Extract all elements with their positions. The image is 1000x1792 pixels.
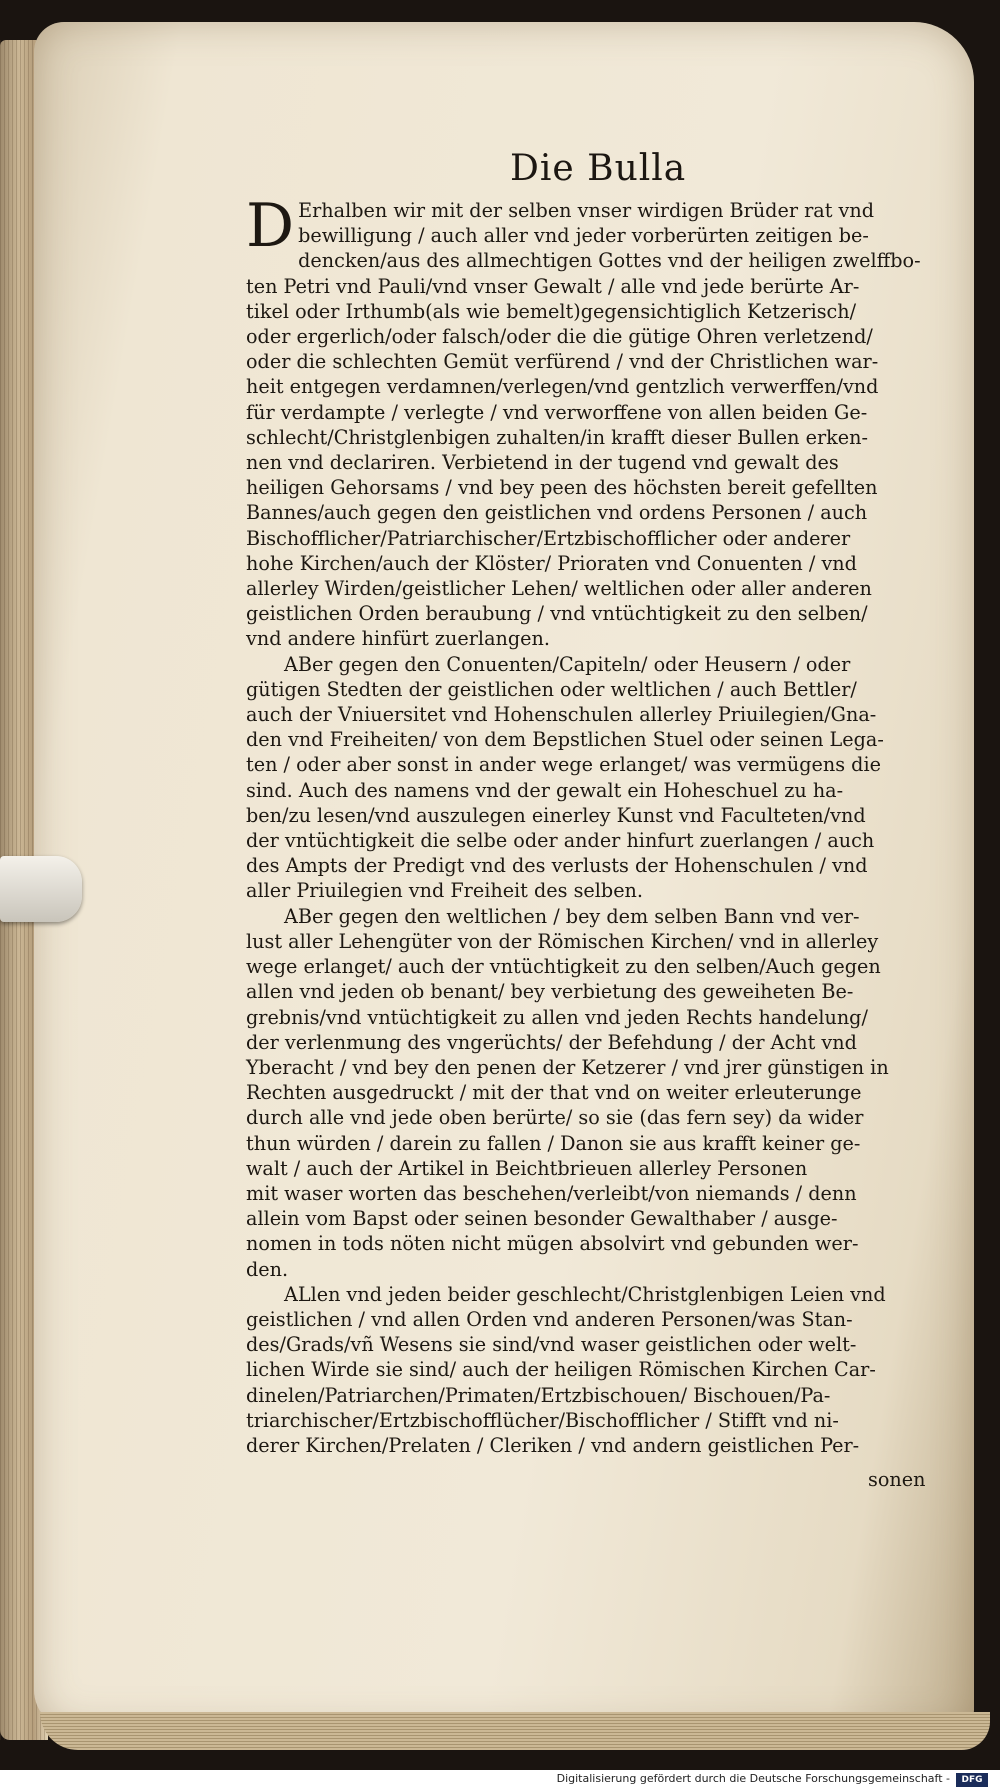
text-line: walt / auch der Artikel in Beichtbrieuen allerley Personen <box>246 1156 808 1180</box>
text-line: derer Kirchen/Prelaten / Cleriken / vnd andern geistlichen Per- <box>246 1433 860 1457</box>
page-header: Die Bulla <box>510 148 687 189</box>
text-line: gütigen Stedten der geistlichen oder weltlichen / auch Bettler/ <box>246 677 857 701</box>
text-line: durch alle vnd jede oben berürte/ so sie (das fern sey) da wider <box>246 1106 864 1130</box>
text-line: des/Grads/vñ Wesens sie sind/vnd waser geistlichen oder welt- <box>246 1333 857 1357</box>
text-line: auch der Vniuersitet vnd Hohenschulen allerley Priuilegien/Gna- <box>246 703 877 727</box>
text-line: heiligen Gehorsams / vnd bey peen des höchsten bereit gefellten <box>246 476 878 500</box>
text-line: ALlen vnd jeden beider geschlecht/Christglenbigen Leien vnd <box>284 1282 886 1306</box>
text-line: dinelen/Patriarchen/Primaten/Ertzbischouen/ Bischouen/Pa- <box>246 1383 831 1407</box>
text-line: ABer gegen den weltlichen / bey dem selben Bann vnd ver- <box>284 904 860 928</box>
text-line: Bischofflicher/Patriarchischer/Ertzbischofflicher oder anderer <box>246 526 851 550</box>
text-line: ben/zu lesen/vnd auszulegen einerley Kunst vnd Faculteten/vnd <box>246 803 866 827</box>
text-line: lust aller Lehengüter von der Römischen Kirchen/ vnd in allerley <box>246 929 879 953</box>
text-line: allen vnd jeden ob benant/ bey verbietung des geweiheten Be- <box>246 980 854 1004</box>
text-line: oder die schlechten Gemüt verfürend / vnd der Christlichen war- <box>246 350 879 374</box>
catchword: sonen <box>868 1468 926 1491</box>
text-line: thun würden / darein zu fallen / Danon sie aus krafft keiner ge- <box>246 1131 861 1155</box>
text-line: den. <box>246 1257 289 1281</box>
text-line: für verdampte / verlegte / vnd verworffene von allen beiden Ge- <box>246 400 868 424</box>
paragraph-container <box>246 191 926 1458</box>
text-line: allerley Wirden/geistlicher Lehen/ weltlichen oder aller anderen <box>246 577 872 601</box>
digitization-credit: Digitalisierung gefördert durch die Deutsche Forschungsgemeinschaft - <box>556 1772 950 1785</box>
text-line: ABer gegen den Conuenten/Capiteln/ oder Heusern / oder <box>284 652 851 676</box>
dfg-logo: DFG <box>956 1773 988 1787</box>
text-line: aller Priuilegien vnd Freiheit des selben. <box>246 879 644 903</box>
text-line: ten Petri vnd Pauli/vnd vnser Gewalt / alle vnd jede berürte Ar- <box>246 274 860 298</box>
text-line: triarchischer/Ertzbischofflücher/Bischofflicher / Stifft vnd ni- <box>246 1408 839 1432</box>
text-line: sind. Auch des namens vnd der gewalt ein Hoheschuel zu ha- <box>246 778 844 802</box>
text-line: allein vom Bapst oder seinen besonder Gewalthaber / ausge- <box>246 1207 838 1231</box>
text-line: Erhalben wir mit der selben vnser wirdigen Brüder rat vnd <box>298 199 874 222</box>
text-line: grebnis/vnd vntüchtigkeit zu allen vnd jeden Rechts handelung/ <box>246 1005 868 1029</box>
text-line: schlecht/Christglenbigen zuhalten/in krafft dieser Bullen erken- <box>246 425 868 449</box>
text-line: heit entgegen verdamnen/verlegen/vnd gentzlich verwerffen/vnd <box>246 375 879 399</box>
text-line: Bannes/auch gegen den geistlichen vnd ordens Personen / auch <box>246 501 868 525</box>
text-line: oder ergerlich/oder falsch/oder die die gütige Ohren verletzend/ <box>246 325 873 349</box>
text-line: geistlichen Orden beraubung / vnd vntüchtigkeit zu den selben/ <box>246 602 868 626</box>
text-line: der vntüchtigkeit die selbe oder ander hinfurt zuerlangen / auch <box>246 829 875 853</box>
text-line: Rechten ausgedruckt / mit der that vnd on weiter erleuterunge <box>246 1081 862 1105</box>
text-line: bewilligung / auch aller vnd jeder vorberürten zeitigen be- <box>298 224 869 248</box>
text-line: den vnd Freiheiten/ von dem Bepstlichen Stuel oder seinen Lega- <box>246 728 884 752</box>
text-line: tikel oder Irthumb(als wie bemelt)gegensichtiglich Ketzerisch/ <box>246 299 857 323</box>
text-line: Yberacht / vnd bey den penen der Ketzerer / vnd jrer günstigen in <box>246 1055 889 1079</box>
text-line: mit waser worten das beschehen/verleibt/von niemands / denn <box>246 1181 857 1205</box>
text-line: wege erlanget/ auch der vntüchtigkeit zu den selben/Auch gegen <box>246 955 881 979</box>
drop-initial: D <box>246 191 295 261</box>
text-line: vnd andere hinfürt zuerlangen. <box>246 627 550 651</box>
text-line: lichen Wirde sie sind/ auch der heiligen Römischen Kirchen Car- <box>246 1358 876 1382</box>
text-line: des Ampts der Predigt vnd des verlusts der Hohenschulen / vnd <box>246 854 868 878</box>
bookmark-clip <box>0 856 82 922</box>
page-bottom-edge <box>40 1712 990 1750</box>
text-line: dencken/aus des allmechtigen Gottes vnd der heiligen zwelffbo- <box>298 249 921 273</box>
text-line: hohe Kirchen/auch der Klöster/ Prioraten vnd Conuenten / vnd <box>246 551 857 575</box>
text-line: nen vnd declariren. Verbietend in der tugend vnd gewalt des <box>246 451 839 475</box>
body-text <box>246 191 926 1458</box>
text-line: ten / oder aber sonst in ander wege erlanget/ was vermügens die <box>246 753 881 777</box>
text-line: nomen in tods nöten nicht mügen absolvirt vnd gebunden wer- <box>246 1232 859 1256</box>
text-line: geistlichen / vnd allen Orden vnd anderen Personen/was Stan- <box>246 1307 853 1331</box>
text-line: der verlenmung des vngerüchts/ der Befehdung / der Acht vnd <box>246 1030 857 1054</box>
